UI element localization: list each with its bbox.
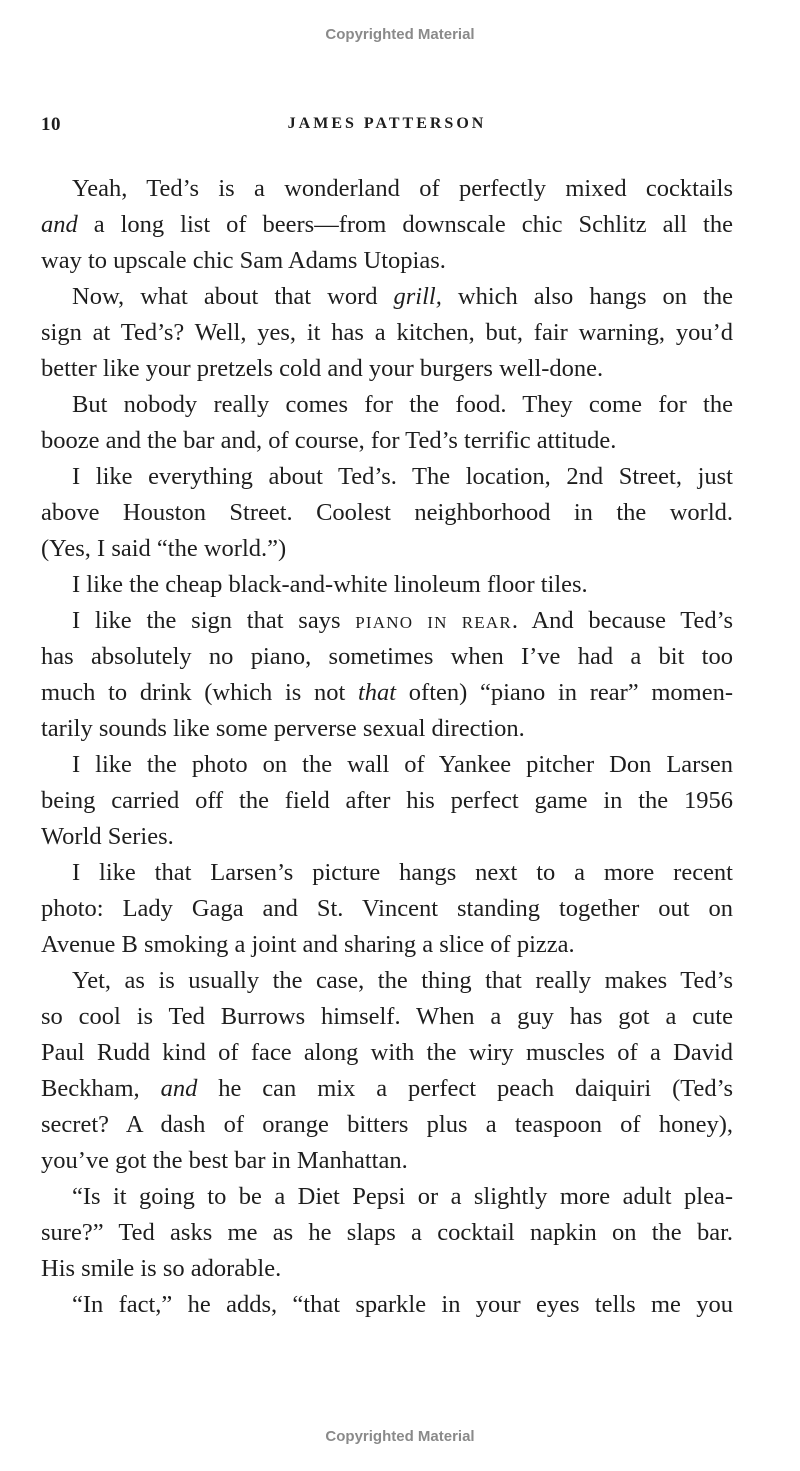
text-line: photo: Lady Gaga and St. Vincent standing together out on [41,895,733,922]
text-line: and a long list of beers—from downscale chic Schlitz all the [41,211,733,238]
text-line: much to drink (which is not that often) “piano in rear” momen- [41,679,733,706]
page-number: 10 [41,114,61,135]
text-line: better like your pretzels cold and your burgers well-done. [41,355,604,382]
copyright-watermark-bottom: Copyrighted Material [325,1428,475,1445]
text-line: way to upscale chic Sam Adams Utopias. [41,247,446,274]
text-line: being carried off the field after his perfect game in the 1956 [41,787,733,814]
body-text [41,171,733,1323]
text-line: booze and the bar and, of course, for Ted’s terrific attitude. [41,427,617,454]
text-line: I like everything about Ted’s. The location, 2nd Street, just [72,463,733,490]
running-head [41,114,733,136]
text-line: Yeah, Ted’s is a wonderland of perfectly mixed cocktails [72,175,733,202]
text-line: World Series. [41,823,174,850]
text-line: above Houston Street. Coolest neighborhood in the world. [41,499,733,526]
text-line: Avenue B smoking a joint and sharing a slice of pizza. [41,931,575,958]
text-line: secret? A dash of orange bitters plus a teaspoon of honey), [41,1111,733,1138]
copyright-watermark-top: Copyrighted Material [325,26,475,43]
text-line: so cool is Ted Burrows himself. When a guy has got a cute [41,1003,733,1030]
text-line: tarily sounds like some perverse sexual direction. [41,715,525,742]
text-line: “In fact,” he adds, “that sparkle in your eyes tells me you [72,1291,733,1318]
text-line: His smile is so adorable. [41,1255,282,1282]
text-line: (Yes, I said “the world.”) [41,535,287,562]
text-line: Paul Rudd kind of face along with the wiry muscles of a David [41,1039,733,1066]
text-line: I like the cheap black-and-white linoleum floor tiles. [72,571,588,598]
text-line: you’ve got the best bar in Manhattan. [41,1147,408,1174]
text-line: “Is it going to be a Diet Pepsi or a slightly more adult plea- [72,1183,733,1210]
text-line: Now, what about that word grill, which also hangs on the [72,283,733,310]
text-line: I like that Larsen’s picture hangs next to a more recent [72,859,733,886]
text-line: I like the photo on the wall of Yankee pitcher Don Larsen [72,751,733,778]
text-line: sure?” Ted asks me as he slaps a cocktail napkin on the bar. [41,1219,733,1246]
text-line: Yet, as is usually the case, the thing that really makes Ted’s [72,967,733,994]
text-line: sign at Ted’s? Well, yes, it has a kitchen, but, fair warning, you’d [41,319,733,346]
author-name: JAMES PATTERSON [287,115,487,132]
text-line: But nobody really comes for the food. They come for the [72,391,733,418]
text-line: Beckham, and he can mix a perfect peach daiquiri (Ted’s [41,1075,733,1102]
text-line: I like the sign that says PIANO IN REAR. And because Ted’s [72,607,733,634]
text-line: has absolutely no piano, sometimes when I’ve had a bit too [41,643,733,670]
